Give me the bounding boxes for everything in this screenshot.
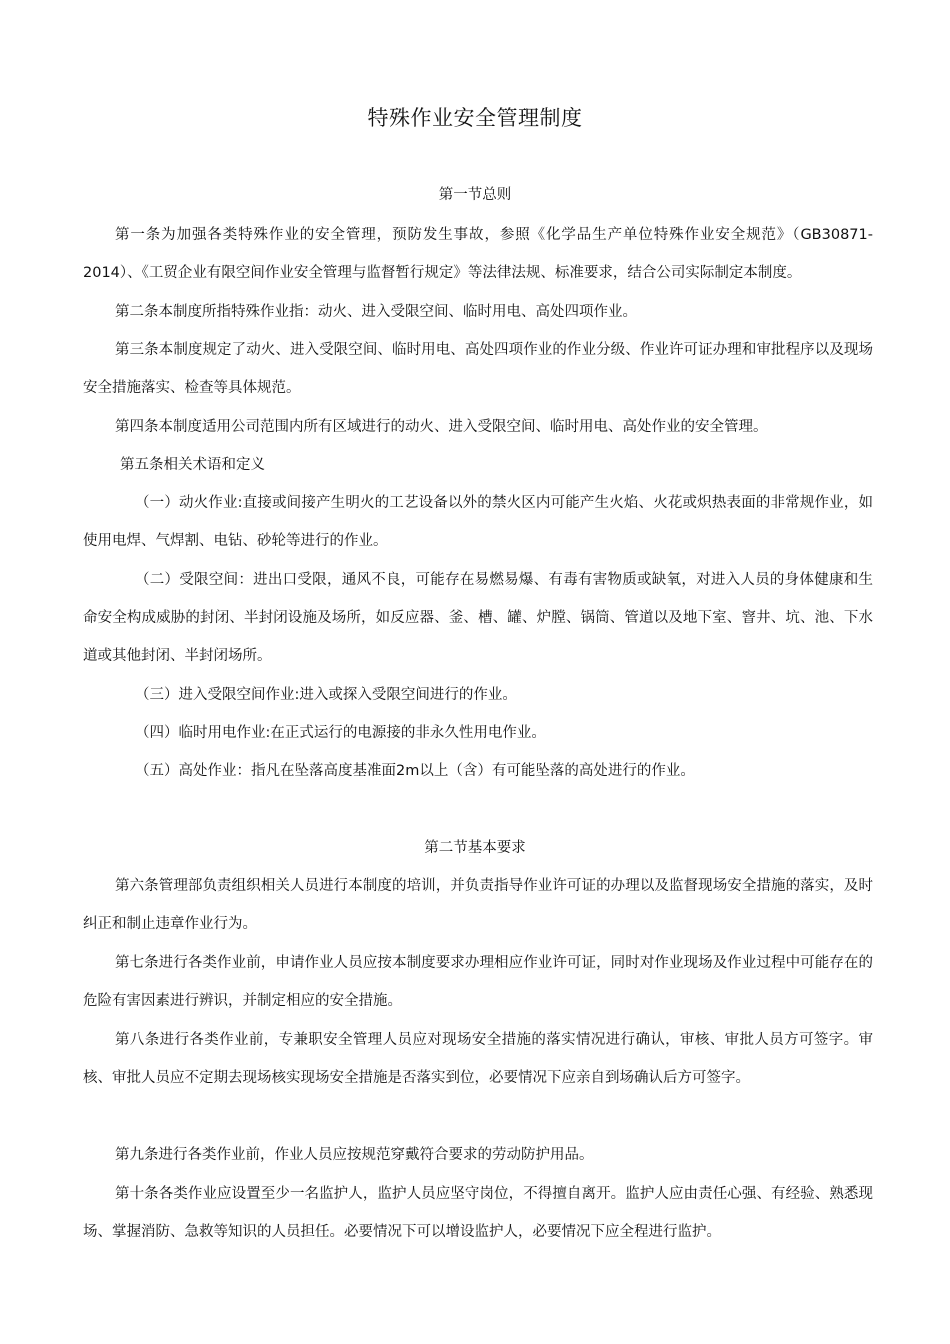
article-3: 第三条本制度规定了动火、进入受限空间、临时用电、高处四项作业的作业分级、作业许可证办理和审批程序以及现场安全措施落实、检查等具体规范。 bbox=[83, 342, 873, 396]
article-10: 第十条各类作业应设置至少一名监护人，监护人员应坚守岗位，不得擅自离开。监护人应由责任心强、有经验、熟悉现场、掌握消防、急救等知识的人员担任。必要情况下可以增设监护人，必要情况下应全程进行监护。 bbox=[83, 1186, 873, 1240]
document-title: 特殊作业安全管理制度 bbox=[367, 106, 583, 130]
section-2-heading: 第二节基本要求 bbox=[424, 840, 526, 856]
section-1-heading: 第一节总则 bbox=[438, 187, 512, 203]
definition-work-at-height: （五）高处作业：指凡在坠落高度基准面2m以上（含）有可能坠落的高处进行的作业。 bbox=[135, 763, 695, 779]
article-5-heading: 第五条相关术语和定义 bbox=[120, 457, 265, 473]
article-4: 第四条本制度适用公司范围内所有区域进行的动火、进入受限空间、临时用电、高处作业的安全管理。 bbox=[115, 419, 768, 435]
definition-confined-space: （二）受限空间：进出口受限，通风不良，可能存在易燃易爆、有毒有害物质或缺氧，对进入人员的身体健康和生命安全构成威胁的封闭、半封闭设施及场所，如反应器、釜、槽、罐、炉膛、锅筒、管道以及地下室、窨井、坑、池、下水道或其他封闭、半封闭场所。 bbox=[83, 572, 873, 664]
definition-confined-space-entry: （三）进入受限空间作业:进入或探入受限空间进行的作业。 bbox=[135, 687, 517, 703]
article-6: 第六条管理部负责组织相关人员进行本制度的培训，并负责指导作业许可证的办理以及监督现场安全措施的落实，及时纠正和制止违章作业行为。 bbox=[83, 878, 873, 932]
article-7: 第七条进行各类作业前，申请作业人员应按本制度要求办理相应作业许可证，同时对作业现场及作业过程中可能存在的危险有害因素进行辨识，并制定相应的安全措施。 bbox=[83, 955, 873, 1009]
definition-hot-work: （一）动火作业:直接或间接产生明火的工艺设备以外的禁火区内可能产生火焰、火花或炽热表面的非常规作业，如使用电焊、气焊割、电钻、砂轮等进行的作业。 bbox=[83, 495, 873, 549]
article-2: 第二条本制度所指特殊作业指：动火、进入受限空间、临时用电、高处四项作业。 bbox=[115, 304, 637, 320]
article-1: 第一条为加强各类特殊作业的安全管理，预防发生事故，参照《化学品生产单位特殊作业安全规范》（GB30871-2014）、《工贸企业有限空间作业安全管理与监督暂行规定》等法律法规、标准要求，结合公司实际制定本制度。 bbox=[83, 227, 873, 281]
article-8: 第八条进行各类作业前，专兼职安全管理人员应对现场安全措施的落实情况进行确认，审核、审批人员方可签字。审核、审批人员应不定期去现场核实现场安全措施是否落实到位，必要情况下应亲自到场确认后方可签字。 bbox=[83, 1032, 873, 1086]
definition-temporary-power: （四）临时用电作业:在正式运行的电源接的非永久性用电作业。 bbox=[135, 725, 546, 741]
article-9: 第九条进行各类作业前，作业人员应按规范穿戴符合要求的劳动防护用品。 bbox=[115, 1147, 594, 1163]
